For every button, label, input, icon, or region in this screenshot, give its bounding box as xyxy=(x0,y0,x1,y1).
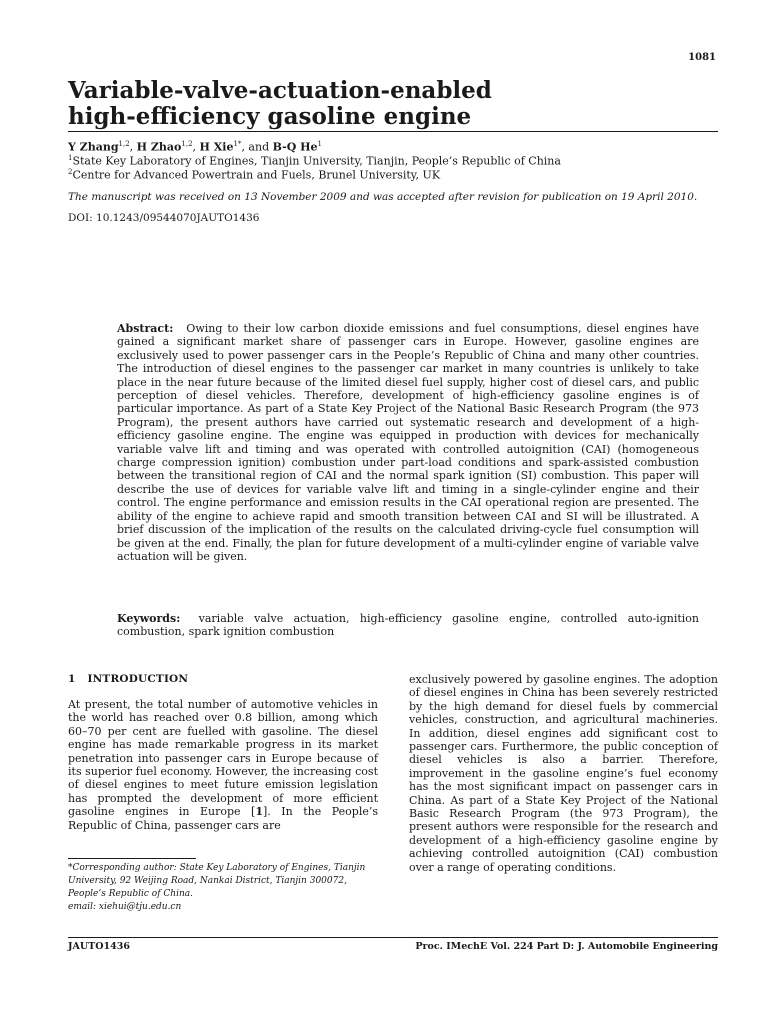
affiliation-2 xyxy=(68,165,440,183)
intro-right-column: exclusively powered by gasoline engines. The adoption of diesel engines in China has been severely restricted by the high demand for diesel fuels by commercial vehicles, construction, and agricultural machineries. In addition, diesel engines add significant cost to passenger cars. Furthermore, the public conception of diesel vehicles is also a barrier. Therefore, improvement in the gasoline engine’s fuel economy has the most significant impact on passenger cars in China. As part of a State Key Project of the National Basic Research Program (the 973 Program), the present authors were responsible for the research and development of a high-efficiency gasoline engine by achieving controlled autoignition (CAI) combustion over a range of operating conditions. xyxy=(409,673,718,874)
section-number: 1 xyxy=(68,673,76,685)
keywords-label: Keywords: xyxy=(117,612,181,625)
author-name: H Zhao xyxy=(136,140,182,154)
intro-left-column xyxy=(68,698,378,832)
abstract-text: Owing to their low carbon dioxide emissions and fuel consumptions, diesel engines have gained a significant market share of passenger cars in Europe. However, gasoline engines are exclusively used to power passenger cars in the People’s Republic of China and many other countries. The introduction of diesel engines to the passenger car market in many countries is unlikely to take place in the near future because of the limited diesel fuel supply, higher cost of diesel cars, and public perception of diesel vehicles. Therefore, development of high-efficiency gasoline engines is of particular importance. As part of a State Key Project of the National Basic Research Program (the 973 Program), the present authors have carried out systematic research and development of a high-efficiency gasoline engine. The engine was equipped in production with devices for mechanically variable valve lift and timing and was operated with controlled autoignition (CAI) (homogeneous charge compression ignition) combustion under part-load conditions and spark-assisted combustion between the transitional region of CAI and the normal spark ignition (SI) combustion. This paper will describe the use of devices for variable valve lift and timing in a single-cylinder engine and their control. The engine performance and emission results in the CAI operational region are presented. The ability of the engine to achieve rapid and smooth transition between CAI and SI will be illustrated. A brief discussion of the implication of the results on the calculated driving-cycle fuel consumption will be given at the end. Finally, the plan for future development of a multi-cylinder engine of variable valve actuation will be given. xyxy=(117,322,700,563)
abstract-label: Abstract: xyxy=(117,322,174,335)
title-line-2: high-efficiency gasoline engine xyxy=(68,103,472,130)
author-name: H Xie xyxy=(199,140,234,154)
journal-citation: Proc. IMechE Vol. 224 Part D: J. Automobile Engineering xyxy=(415,941,718,952)
affiliation-mark: 2 xyxy=(68,168,73,176)
footnote-text: *Corresponding author: State Key Laboratory of Engines, Tianjin University, 92 Weijing Road, Nankai District, Tianjin 300072, People’s Republic of China. xyxy=(68,863,366,899)
footnote-rule xyxy=(68,858,196,859)
title-line-1: Variable-valve-actuation-enabled xyxy=(68,77,492,104)
author-separator: , xyxy=(192,140,200,154)
reference-link[interactable]: 1 xyxy=(255,805,263,819)
manuscript-dates: The manuscript was received on 13 November 2009 and was accepted after revision for publication on 19 April 2010. xyxy=(68,191,698,203)
author-name: Y Zhang xyxy=(68,140,119,154)
intro-text: ]. In the People’s Republic of China, passenger cars are xyxy=(68,805,378,832)
footnote-email[interactable]: email: xiehui@tju.edu.cn xyxy=(68,902,182,912)
article-code: JAUTO1436 xyxy=(68,941,130,952)
affiliation-mark: 1 xyxy=(68,154,73,162)
paper-title xyxy=(68,78,718,130)
keywords-text: variable valve actuation, high-efficiency gasoline engine, controlled auto-ignition combustion, spark ignition combustion xyxy=(117,612,699,639)
doi: DOI: 10.1243/09544070JAUTO1436 xyxy=(68,212,260,224)
keywords xyxy=(117,612,699,639)
page-number: 1081 xyxy=(688,52,716,63)
section-heading-introduction xyxy=(68,673,188,685)
affiliation-text: State Key Laboratory of Engines, Tianjin University, Tianjin, People’s Republic of China xyxy=(72,154,561,168)
abstract xyxy=(117,322,699,563)
author-affiliation-mark: 1,2 xyxy=(181,140,193,148)
author-affiliation-mark: 1 xyxy=(317,140,322,148)
author-name: B-Q He xyxy=(272,140,318,154)
title-rule xyxy=(68,131,718,132)
intro-text: At present, the total number of automotive vehicles in the world has reached over 0.8 billion, among which 60–70 per cent are fuelled with gasoline. The diesel engine has made remarkable progress in its market penetration into passenger cars in Europe because of its superior fuel economy. However, the increasing cost of diesel engines to meet future emission legislation has prompted the development of more efficient gasoline engines in Europe [ xyxy=(68,698,378,819)
author-affiliation-mark: 1,2 xyxy=(118,140,130,148)
corresponding-author-footnote xyxy=(68,862,378,914)
footer-rule xyxy=(68,937,718,938)
author-separator: , and xyxy=(241,140,273,154)
author-affiliation-mark: 1* xyxy=(233,140,242,148)
section-title: INTRODUCTION xyxy=(87,673,189,685)
author-separator: , xyxy=(129,140,137,154)
affiliation-text: Centre for Advanced Powertrain and Fuels, Brunel University, UK xyxy=(72,168,441,182)
